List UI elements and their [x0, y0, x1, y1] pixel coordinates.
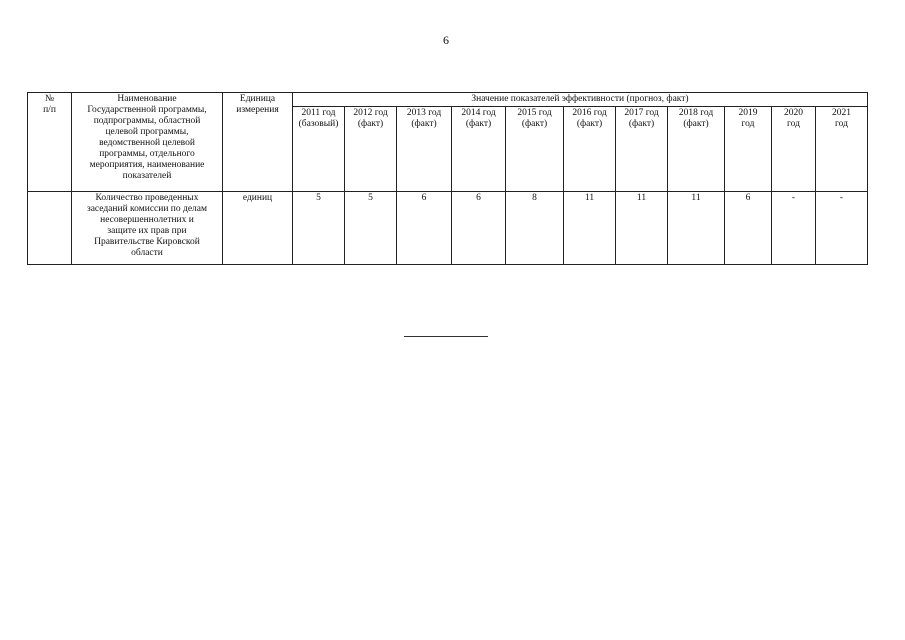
header-group: Значение показателей эффективности (прогноз, факт): [293, 93, 868, 107]
efficiency-indicators-table: [27, 92, 868, 265]
header-unit: Единица измерения: [223, 93, 293, 192]
header-year: 2014 год (факт): [452, 107, 506, 192]
header-year: 2013 год (факт): [397, 107, 452, 192]
cell-value: 11: [668, 192, 725, 265]
cell-name: Количество проведенных заседаний комиссии по делам несовершеннолетних и защите их прав при Правительстве Кировской области: [72, 192, 223, 265]
table-row: [28, 192, 868, 265]
header-year: 2021 год: [816, 107, 868, 192]
header-name: Наименование Государственной программы, подпрограммы, областной целевой программы, ведомственной целевой программы, отдельного мероприятия, наименование показателей: [72, 93, 223, 192]
cell-value: -: [772, 192, 816, 265]
cell-value: 6: [725, 192, 772, 265]
cell-value: 11: [564, 192, 616, 265]
header-year: 2015 год (факт): [506, 107, 564, 192]
divider-line: [404, 336, 488, 337]
header-year: 2020 год: [772, 107, 816, 192]
cell-value: -: [816, 192, 868, 265]
header-year: 2011 год (базовый): [293, 107, 345, 192]
cell-value: 6: [397, 192, 452, 265]
cell-value: 11: [616, 192, 668, 265]
header-year: 2012 год (факт): [345, 107, 397, 192]
cell-unit: единиц: [223, 192, 293, 265]
cell-value: 5: [293, 192, 345, 265]
page-number: 6: [443, 33, 449, 47]
header-year: 2019 год: [725, 107, 772, 192]
cell-value: 8: [506, 192, 564, 265]
cell-num: [28, 192, 72, 265]
header-year: 2018 год (факт): [668, 107, 725, 192]
header-year: 2016 год (факт): [564, 107, 616, 192]
cell-value: 6: [452, 192, 506, 265]
cell-value: 5: [345, 192, 397, 265]
header-num: № п/п: [28, 93, 72, 192]
header-year: 2017 год (факт): [616, 107, 668, 192]
